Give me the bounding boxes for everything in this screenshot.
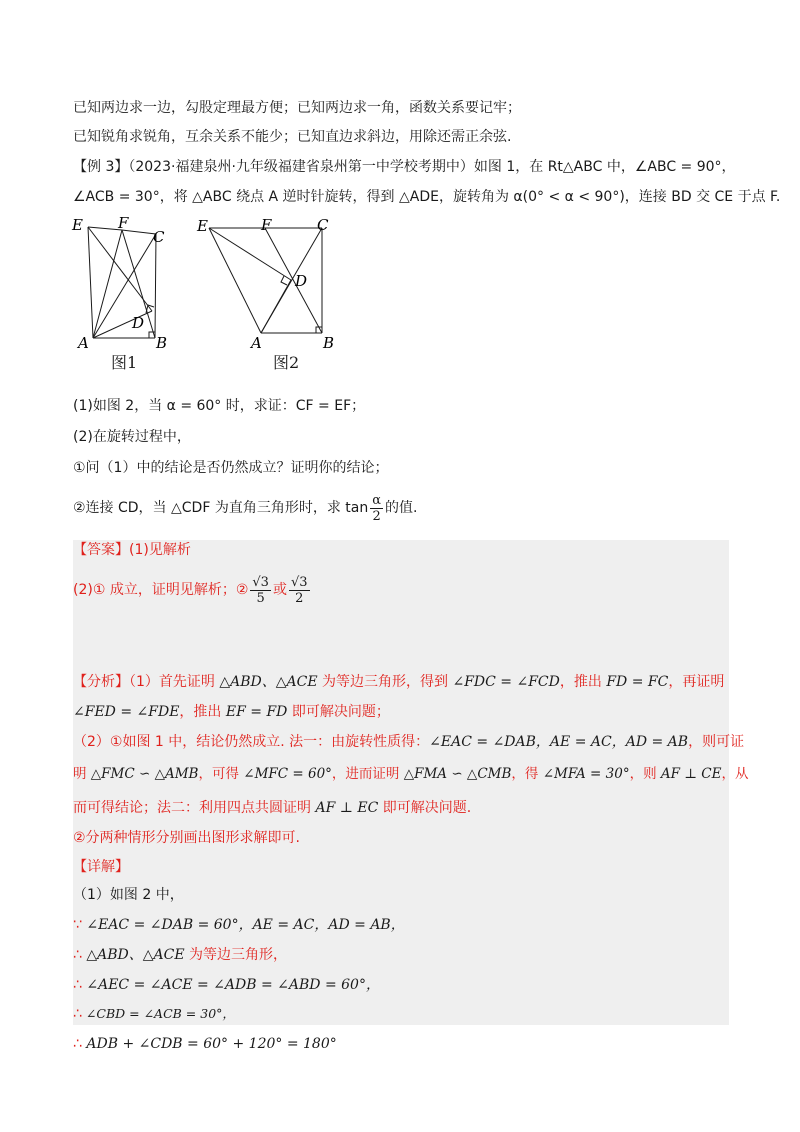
- answer-line-2: [73, 572, 312, 608]
- detail-text: 为等边三角形，: [184, 947, 288, 963]
- fig2-label-d: D: [295, 272, 308, 290]
- fig1-label-a: A: [78, 334, 89, 352]
- frac-numerator: α: [372, 492, 382, 508]
- analysis-text: ，再证明: [668, 674, 725, 690]
- analysis-text: 为等边三角形，得到: [317, 674, 453, 690]
- tan-half-alpha-fraction: [370, 493, 383, 524]
- detail-label: 【详解】: [73, 859, 129, 875]
- answer-fraction-1: [250, 575, 271, 606]
- analysis-math: ∠EAC = ∠DAB，AE = AC，AD = AB: [429, 734, 689, 750]
- analysis-math: AF ⊥ EC: [315, 800, 379, 816]
- fig1-label-f: F: [118, 214, 129, 232]
- analysis-math: △FMC ∽ △AMB: [90, 766, 199, 782]
- analysis-math: EF = FD: [225, 704, 288, 720]
- detail-math: ∠AEC = ∠ACE = ∠ADB = ∠ABD = 60°，: [86, 977, 380, 993]
- analysis-text: ，从: [721, 766, 749, 782]
- analysis-math: ∠FED = ∠FDE: [73, 704, 180, 720]
- figure-2: [195, 212, 345, 372]
- question-2-2: [73, 492, 417, 524]
- because-symbol: ∵: [73, 917, 82, 933]
- example-label: 【例 3】: [73, 159, 129, 175]
- detail-line-3: [73, 944, 287, 966]
- answer-frac2-den: 2: [295, 590, 304, 606]
- figure-2-diagram: [195, 212, 345, 372]
- fig2-label-c: C: [317, 216, 329, 234]
- analysis-text: 而可得结论；法二：利用四点共圆证明: [73, 800, 316, 816]
- question-2-1: ①问（1）中的结论是否仍然成立？证明你的结论；: [73, 460, 389, 476]
- analysis-text: ，得: [511, 766, 543, 782]
- answer-part-1: (1)见解析: [129, 542, 191, 558]
- analysis-line-5: [73, 797, 471, 819]
- analysis-math: ∠MFA = 30°: [542, 766, 630, 782]
- question-2: (2)在旋转过程中，: [73, 429, 191, 445]
- analysis-text: （1）首先证明: [129, 674, 220, 690]
- fig2-label-b: B: [323, 334, 335, 352]
- detail-line-5: [73, 1003, 235, 1025]
- analysis-text: 即可解决问题；: [287, 704, 390, 720]
- figure-1: [70, 212, 180, 372]
- detail-line-2: [73, 914, 405, 936]
- fig2-label-a: A: [251, 334, 262, 352]
- analysis-text: ，可得: [198, 766, 244, 782]
- detail-line-6: [73, 1033, 337, 1055]
- fig2-label-f: F: [261, 216, 272, 234]
- figure-1-caption: 图1: [111, 353, 138, 372]
- analysis-text: ，则可证: [688, 734, 745, 750]
- analysis-line-6: ②分两种情形分别画出图形求解即可.: [73, 830, 301, 846]
- analysis-text: ，推出: [559, 674, 607, 690]
- mnemonic-line-1: 已知两边求一边，勾股定理最方便；已知两边求一角，函数关系要记牢；: [73, 100, 521, 116]
- analysis-line-4: [73, 763, 748, 785]
- analysis-math: △FMA ∽ △CMB: [403, 766, 512, 782]
- detail-line-1: （1）如图 2 中，: [73, 887, 184, 903]
- therefore-symbol: ∴: [73, 1006, 82, 1022]
- analysis-text: ，推出: [179, 704, 226, 720]
- answer-fraction-2: [289, 575, 310, 606]
- figure-2-caption: 图2: [273, 353, 300, 372]
- analysis-math: △ABD、△ACE: [219, 674, 318, 690]
- therefore-symbol: ∴: [73, 977, 82, 993]
- analysis-line-3: [73, 731, 744, 753]
- fig1-label-c: C: [153, 228, 165, 246]
- example-line-2: ∠ACB = 30°，将 △ABC 绕点 A 逆时针旋转，得到 △ADE，旋转角为 α(0° < α < 90°)，连接 BD 交 CE 于点 F.: [73, 189, 781, 205]
- answer-line-1: [73, 539, 191, 561]
- analysis-math: ∠FDC = ∠FCD: [452, 674, 560, 690]
- detail-math: ∠EAC = ∠DAB = 60°，AE = AC，AD = AB，: [86, 917, 405, 933]
- answer-label: 【答案】: [73, 542, 129, 558]
- detail-math: △ABD、△ACE: [86, 947, 185, 963]
- analysis-text: 明: [73, 766, 91, 782]
- detail-line-4: [73, 974, 380, 996]
- answer-frac1-den: 5: [256, 590, 265, 606]
- detail-math: ADB + ∠CDB = 60° + 120° = 180°: [86, 1036, 337, 1052]
- example-text-1: （2023·福建泉州·九年级福建省泉州第一中学校考期中）如图 1，在 Rt△ABC 中，∠ABC = 90°，: [128, 159, 736, 175]
- analysis-math: FD = FC: [606, 674, 669, 690]
- analysis-label: 【分析】: [73, 674, 129, 690]
- question-1: (1)如图 2，当 α = 60° 时，求证：CF = EF；: [73, 398, 366, 414]
- answer-frac2-num: √3: [290, 574, 308, 590]
- fig1-label-b: B: [156, 334, 168, 352]
- answer-part-2: (2)① 成立，证明见解析；②: [73, 582, 249, 598]
- analysis-text: 即可解决问题.: [378, 800, 472, 816]
- answer-or: 或: [272, 582, 287, 598]
- question-2-2-text-b: 的值.: [385, 500, 418, 516]
- therefore-symbol: ∴: [73, 947, 82, 963]
- analysis-text: ，进而证明: [331, 766, 404, 782]
- analysis-text: ，则: [629, 766, 661, 782]
- mnemonic-line-2: 已知锐角求锐角，互余关系不能少；已知直边求斜边，用除还需正余弦.: [73, 129, 512, 145]
- fig2-label-e: E: [197, 217, 208, 235]
- frac-denominator: 2: [372, 508, 381, 524]
- figure-1-diagram: [70, 212, 180, 372]
- analysis-math: ∠MFC = 60°: [243, 766, 332, 782]
- detail-math: ∠CBD = ∠ACB = 30°，: [85, 1006, 235, 1021]
- fig1-label-e: E: [72, 216, 83, 234]
- analysis-line-2: [73, 701, 390, 723]
- therefore-symbol: ∴: [73, 1036, 82, 1052]
- analysis-line-1: [73, 671, 724, 693]
- question-2-2-text-a: ②连接 CD，当 △CDF 为直角三角形时，求 tan: [73, 500, 369, 516]
- analysis-math: AF ⊥ CE: [660, 766, 722, 782]
- analysis-text: （2）①如图 1 中，结论仍然成立. 法一：由旋转性质得：: [73, 734, 430, 750]
- example-line-1: [73, 156, 736, 178]
- fig1-label-d: D: [132, 314, 145, 332]
- answer-frac1-num: √3: [252, 574, 269, 590]
